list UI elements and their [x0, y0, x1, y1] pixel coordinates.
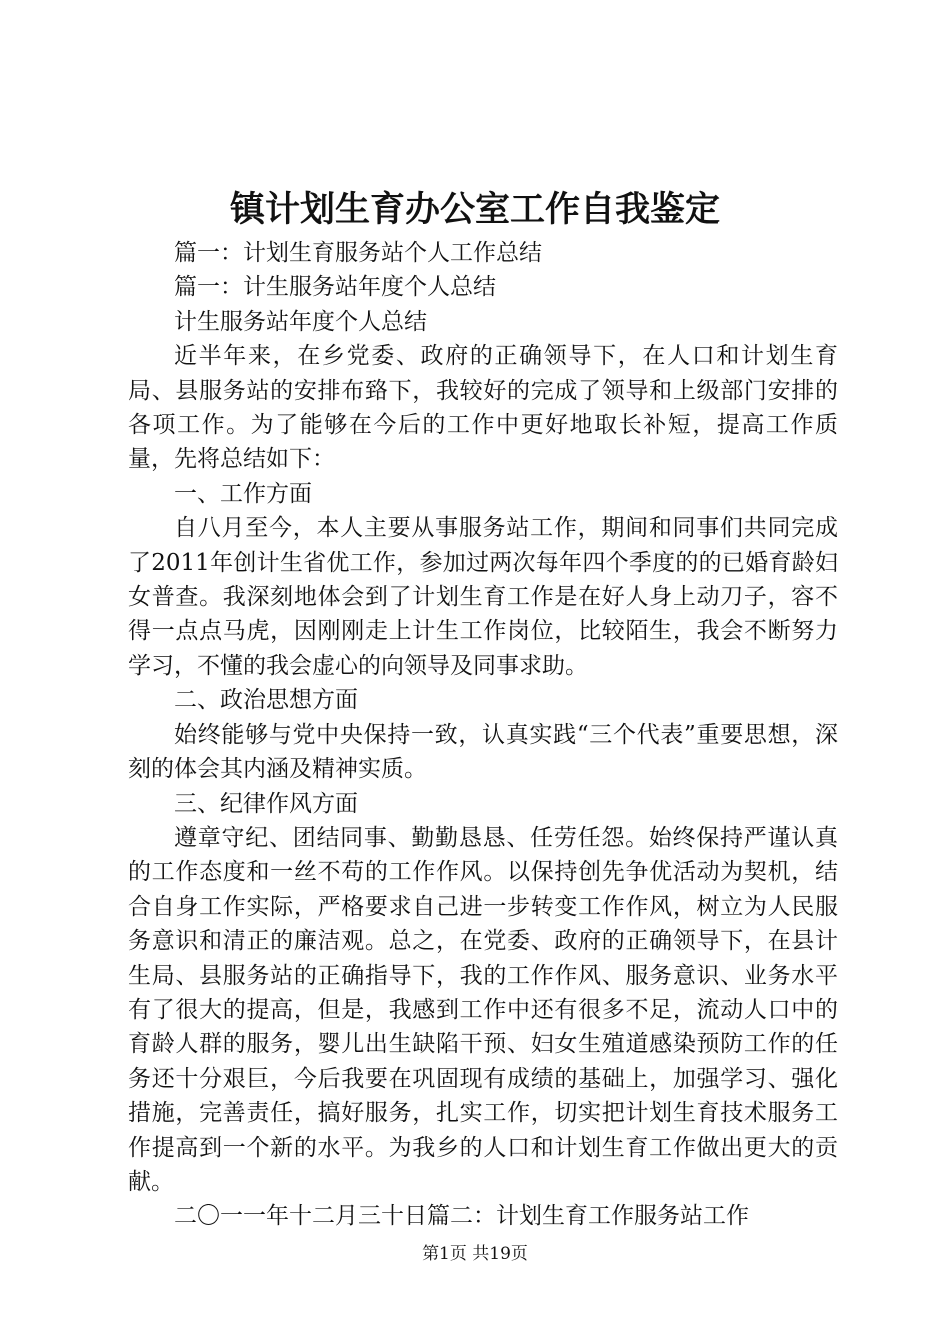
section-heading-discipline: 三、纪律作风方面 [174, 790, 358, 817]
paragraph-heading-2: 篇一：计生服务站年度个人总结 [174, 274, 496, 301]
paragraph-heading-1: 篇一：计划生育服务站个人工作总结 [174, 240, 542, 266]
page-footer: 第1页 共19页 [422, 1244, 528, 1264]
paragraph-discipline: 遵章守纪、团结同事、勤勤恳恳、任劳任怨。始终保持严谨认真的工作态度和一丝不苟的工作作风。以保持创先争优活动为契机，结合自身工作实际，严格要求自己进一步转变工作作风，树立为人民服务意识和清正的廉洁观。总之，在党委、政府的正确领导下，在县计生局、县服务站的正确指导下，我的工作作风、服务意识、业务水平有了很大的提高，但是，我感到工作中还有很多不足，流动人口中的育龄人群的服务，婴儿出生缺陷干预、妇女生殖道感染预防工作的任务还十分艰巨，今后我要在巩固现有成绩的基础上，加强学习、强化措施，完善责任，搞好服务，扎实工作，切实把计划生育技术服务工作提高到一个新的水平。为我乡的人口和计划生育工作做出更大的贡献。 [128, 824, 838, 1195]
section-heading-politics: 二、政治思想方面 [174, 687, 358, 714]
paragraph-intro: 近半年来，在乡党委、政府的正确领导下，在人口和计划生育局、县服务站的安排布臵下，我较好的完成了领导和上级部门安排的各项工作。为了能够在今后的工作中更好地取长补短，提高工作质量，先将总结如下： [128, 343, 838, 473]
document-body [128, 236, 838, 1234]
document-title: 镇计划生育办公室工作自我鉴定 [229, 189, 720, 230]
section-heading-work: 一、工作方面 [174, 480, 312, 507]
paragraph-heading-3: 计生服务站年度个人总结 [174, 308, 427, 335]
paragraph-politics: 始终能够与党中央保持一致，认真实践“三个代表”重要思想，深刻的体会其内涵及精神实质。 [128, 721, 838, 783]
paragraph-date: 二〇一一年十二月三十日篇二：计划生育工作服务站工作 [174, 1203, 749, 1230]
paragraph-work: 自八月至今，本人主要从事服务站工作，期间和同事们共同完成了2011年创计生省优工作，参加过两次每年四个季度的的已婚育龄妇女普查。我深刻地体会到了计划生育工作是在好人身上动刀子，容不得一点点马虎，因刚刚走上计生工作岗位，比较陌生，我会不断努力学习，不懂的我会虚心的向领导及同事求助。 [128, 515, 838, 679]
